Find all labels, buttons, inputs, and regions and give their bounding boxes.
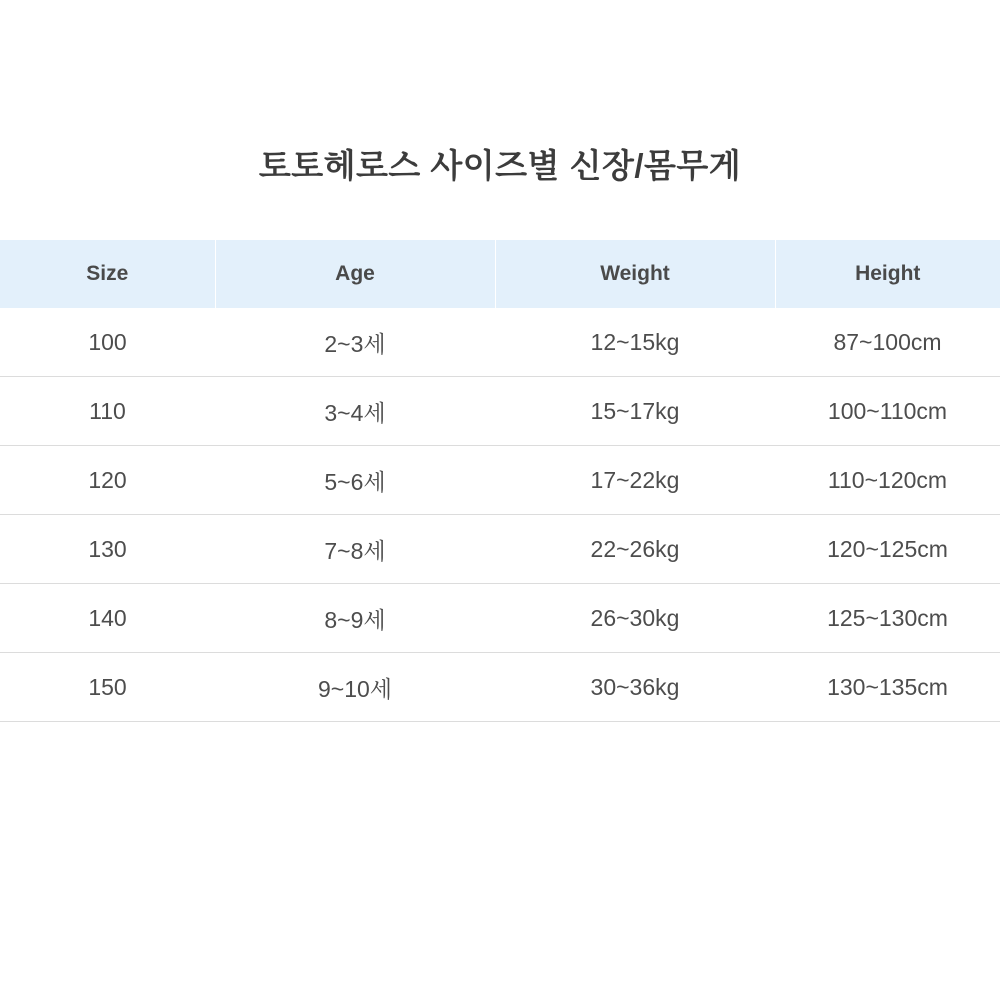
table-header	[0, 240, 1000, 308]
column-header-size: Size	[0, 240, 215, 308]
cell-size: 100	[0, 308, 215, 377]
cell-weight: 26~30kg	[495, 584, 775, 653]
column-header-weight: Weight	[495, 240, 775, 308]
table-row	[0, 308, 1000, 377]
cell-size: 120	[0, 446, 215, 515]
cell-height: 130~135cm	[775, 653, 1000, 722]
cell-age: 8~9세	[215, 584, 495, 653]
table-row	[0, 446, 1000, 515]
table-body	[0, 308, 1000, 722]
cell-height: 110~120cm	[775, 446, 1000, 515]
cell-weight: 15~17kg	[495, 377, 775, 446]
table-row	[0, 584, 1000, 653]
cell-size: 130	[0, 515, 215, 584]
cell-weight: 12~15kg	[495, 308, 775, 377]
table-row	[0, 515, 1000, 584]
column-header-age: Age	[215, 240, 495, 308]
cell-size: 150	[0, 653, 215, 722]
size-chart-table	[0, 240, 1000, 722]
table-row	[0, 653, 1000, 722]
cell-weight: 17~22kg	[495, 446, 775, 515]
cell-age: 2~3세	[215, 308, 495, 377]
cell-age: 5~6세	[215, 446, 495, 515]
cell-height: 87~100cm	[775, 308, 1000, 377]
cell-size: 140	[0, 584, 215, 653]
table-row	[0, 377, 1000, 446]
cell-age: 9~10세	[215, 653, 495, 722]
page-title: 토토헤로스 사이즈별 신장/몸무게	[258, 147, 742, 184]
cell-age: 7~8세	[215, 515, 495, 584]
cell-weight: 30~36kg	[495, 653, 775, 722]
cell-height: 100~110cm	[775, 377, 1000, 446]
cell-height: 120~125cm	[775, 515, 1000, 584]
cell-weight: 22~26kg	[495, 515, 775, 584]
cell-age: 3~4세	[215, 377, 495, 446]
cell-size: 110	[0, 377, 215, 446]
cell-height: 125~130cm	[775, 584, 1000, 653]
table-header-row	[0, 240, 1000, 308]
column-header-height: Height	[775, 240, 1000, 308]
